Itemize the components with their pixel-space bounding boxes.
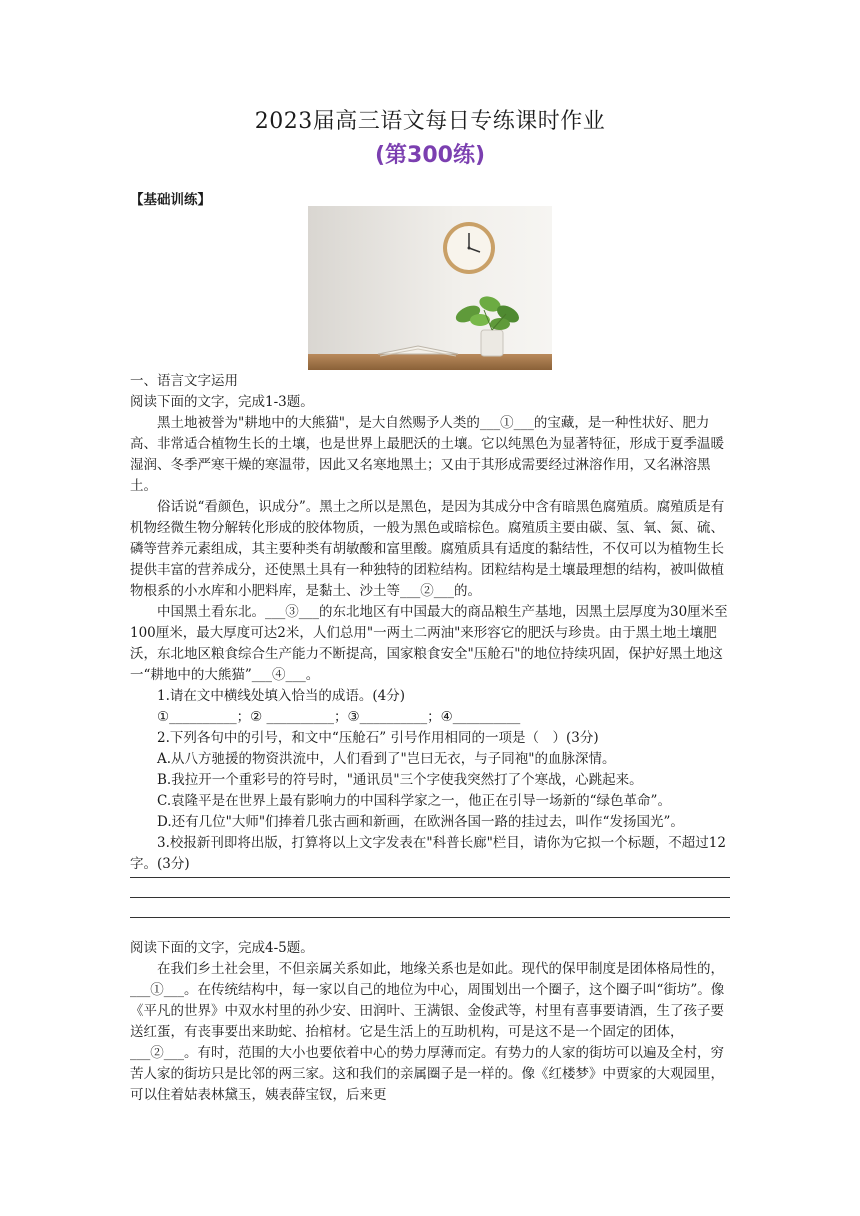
part1-heading: 一、语言文字运用 [130,373,238,389]
question-1-blanks[interactable]: ①__________；② __________；③__________；④__________ [157,709,521,725]
question-2-option-b: B.我拉开一个重彩号的符号时，"通讯员"三个字使我突然打了个寒战，心跳起来。 [157,772,643,788]
page-title: 2023届高三语文每日专练课时作业 [254,109,606,134]
question-2-option-a: A.从八方驰援的物资洪流中，人们看到了"岂曰无衣，与子同袍"的血脉深情。 [157,751,616,767]
question-3: 3.校报新刊即将出版，打算将以上文字发表在"科普长廊"栏目，请你为它拟一个标题，不超过12字。(3分) [130,835,726,872]
section-tag: 【基础训练】 [130,192,211,208]
page-subtitle: (第300练) [374,143,486,168]
question-2-option-d: D.还有几位"大师"们捧着几张古画和新画，在欧洲各国一路的挂过去，叫作“发扬国光”。 [157,814,684,830]
clock-plant-photo [308,206,552,370]
clock-icon [443,222,495,274]
part1-paragraph-1: 黑土地被誉为"耕地中的大熊猫"，是大自然赐予人类的___①___的宝藏，是一种性状好、肥力高、非常适合植物生长的土壤，也是世界上最肥沃的土壤。它以纯黑色为显著特征，形成于夏季温暖湿润、冬季严寒干燥的寒温带，因此又名寒地黑土；又由于其形成需要经过淋溶作用，又名淋溶黑土。 [130,415,724,494]
part2-intro: 阅读下面的文字，完成4-5题。 [130,940,314,956]
question-1: 1.请在文中横线处填入恰当的成语。(4分) [157,688,406,704]
part1-paragraph-3: 中国黑土看东北。___③___的东北地区有中国最大的商品粮生产基地，因黑土层厚度为30厘米至100厘米，最大厚度可达2米，人们总用"一两土二两油"来形容它的肥沃与珍贵。由于黑土地土壤肥沃，东北地区粮食综合生产能力不断提高，国家粮食安全"压舱石"的地位持续巩固，保护好黑土地这一“耕地中的大熊猫”___④___。 [130,604,728,683]
question-2-option-c: C.袁隆平是在世界上最有影响力的中国科学家之一，他正在引导一场新的“绿色革命”。 [157,793,671,809]
part2-text [130,938,730,1106]
part2-paragraph-1: 在我们乡土社会里，不但亲属关系如此，地缘关系也是如此。现代的保甲制度是团体格局性的，___①___。在传统结构中，每一家以自己的地位为中心，周围划出一个圈子，这个圈子叫“街坊”。像《平凡的世界》中双水村里的孙少安、田润叶、王满银、金俊武等，村里有喜事要请酒，生了孩子要送红蛋，有丧事要出来助蛇、抬棺材。它是生活上的互助机构，可是这不是一个固定的团体，___②___。有时，范围的大小也要依着中心的势力厚薄而定。有势力的人家的街坊可以遍及全村，穷苦人家的街坊只是比邻的两三家。这和我们的亲属圈子是一样的。像《红楼梦》中贾家的大观园里，可以住着姑表林黛玉，姨表薛宝钗，后来更 [130,961,725,1103]
question-2: 2.下列各句中的引号，和文中“压舱石” 引号作用相同的一项是（ ）(3分) [157,730,599,746]
answer-line[interactable] [130,917,730,918]
part1-intro: 阅读下面的文字，完成1-3题。 [130,394,314,410]
answer-lines[interactable] [130,877,730,918]
part1-text [130,371,730,875]
part1-paragraph-2: 俗话说“看颜色，识成分”。黑土之所以是黑色，是因为其成分中含有暗黑色腐殖质。腐殖质是有机物经微生物分解转化形成的胶体物质，一般为黑色或暗棕色。腐殖质主要由碳、氢、氧、氮、硫、磷等营养元素组成，其主要种类有胡敏酸和富里酸。腐殖质具有适度的黏结性，不仅可以为植物生长提供丰富的营养成分，还使黑土具有一种独特的团粒结构。团粒结构是土壤最理想的结构，被叫做植物根系的小水库和小肥料库，是黏土、沙土等___②___的。 [130,499,725,599]
